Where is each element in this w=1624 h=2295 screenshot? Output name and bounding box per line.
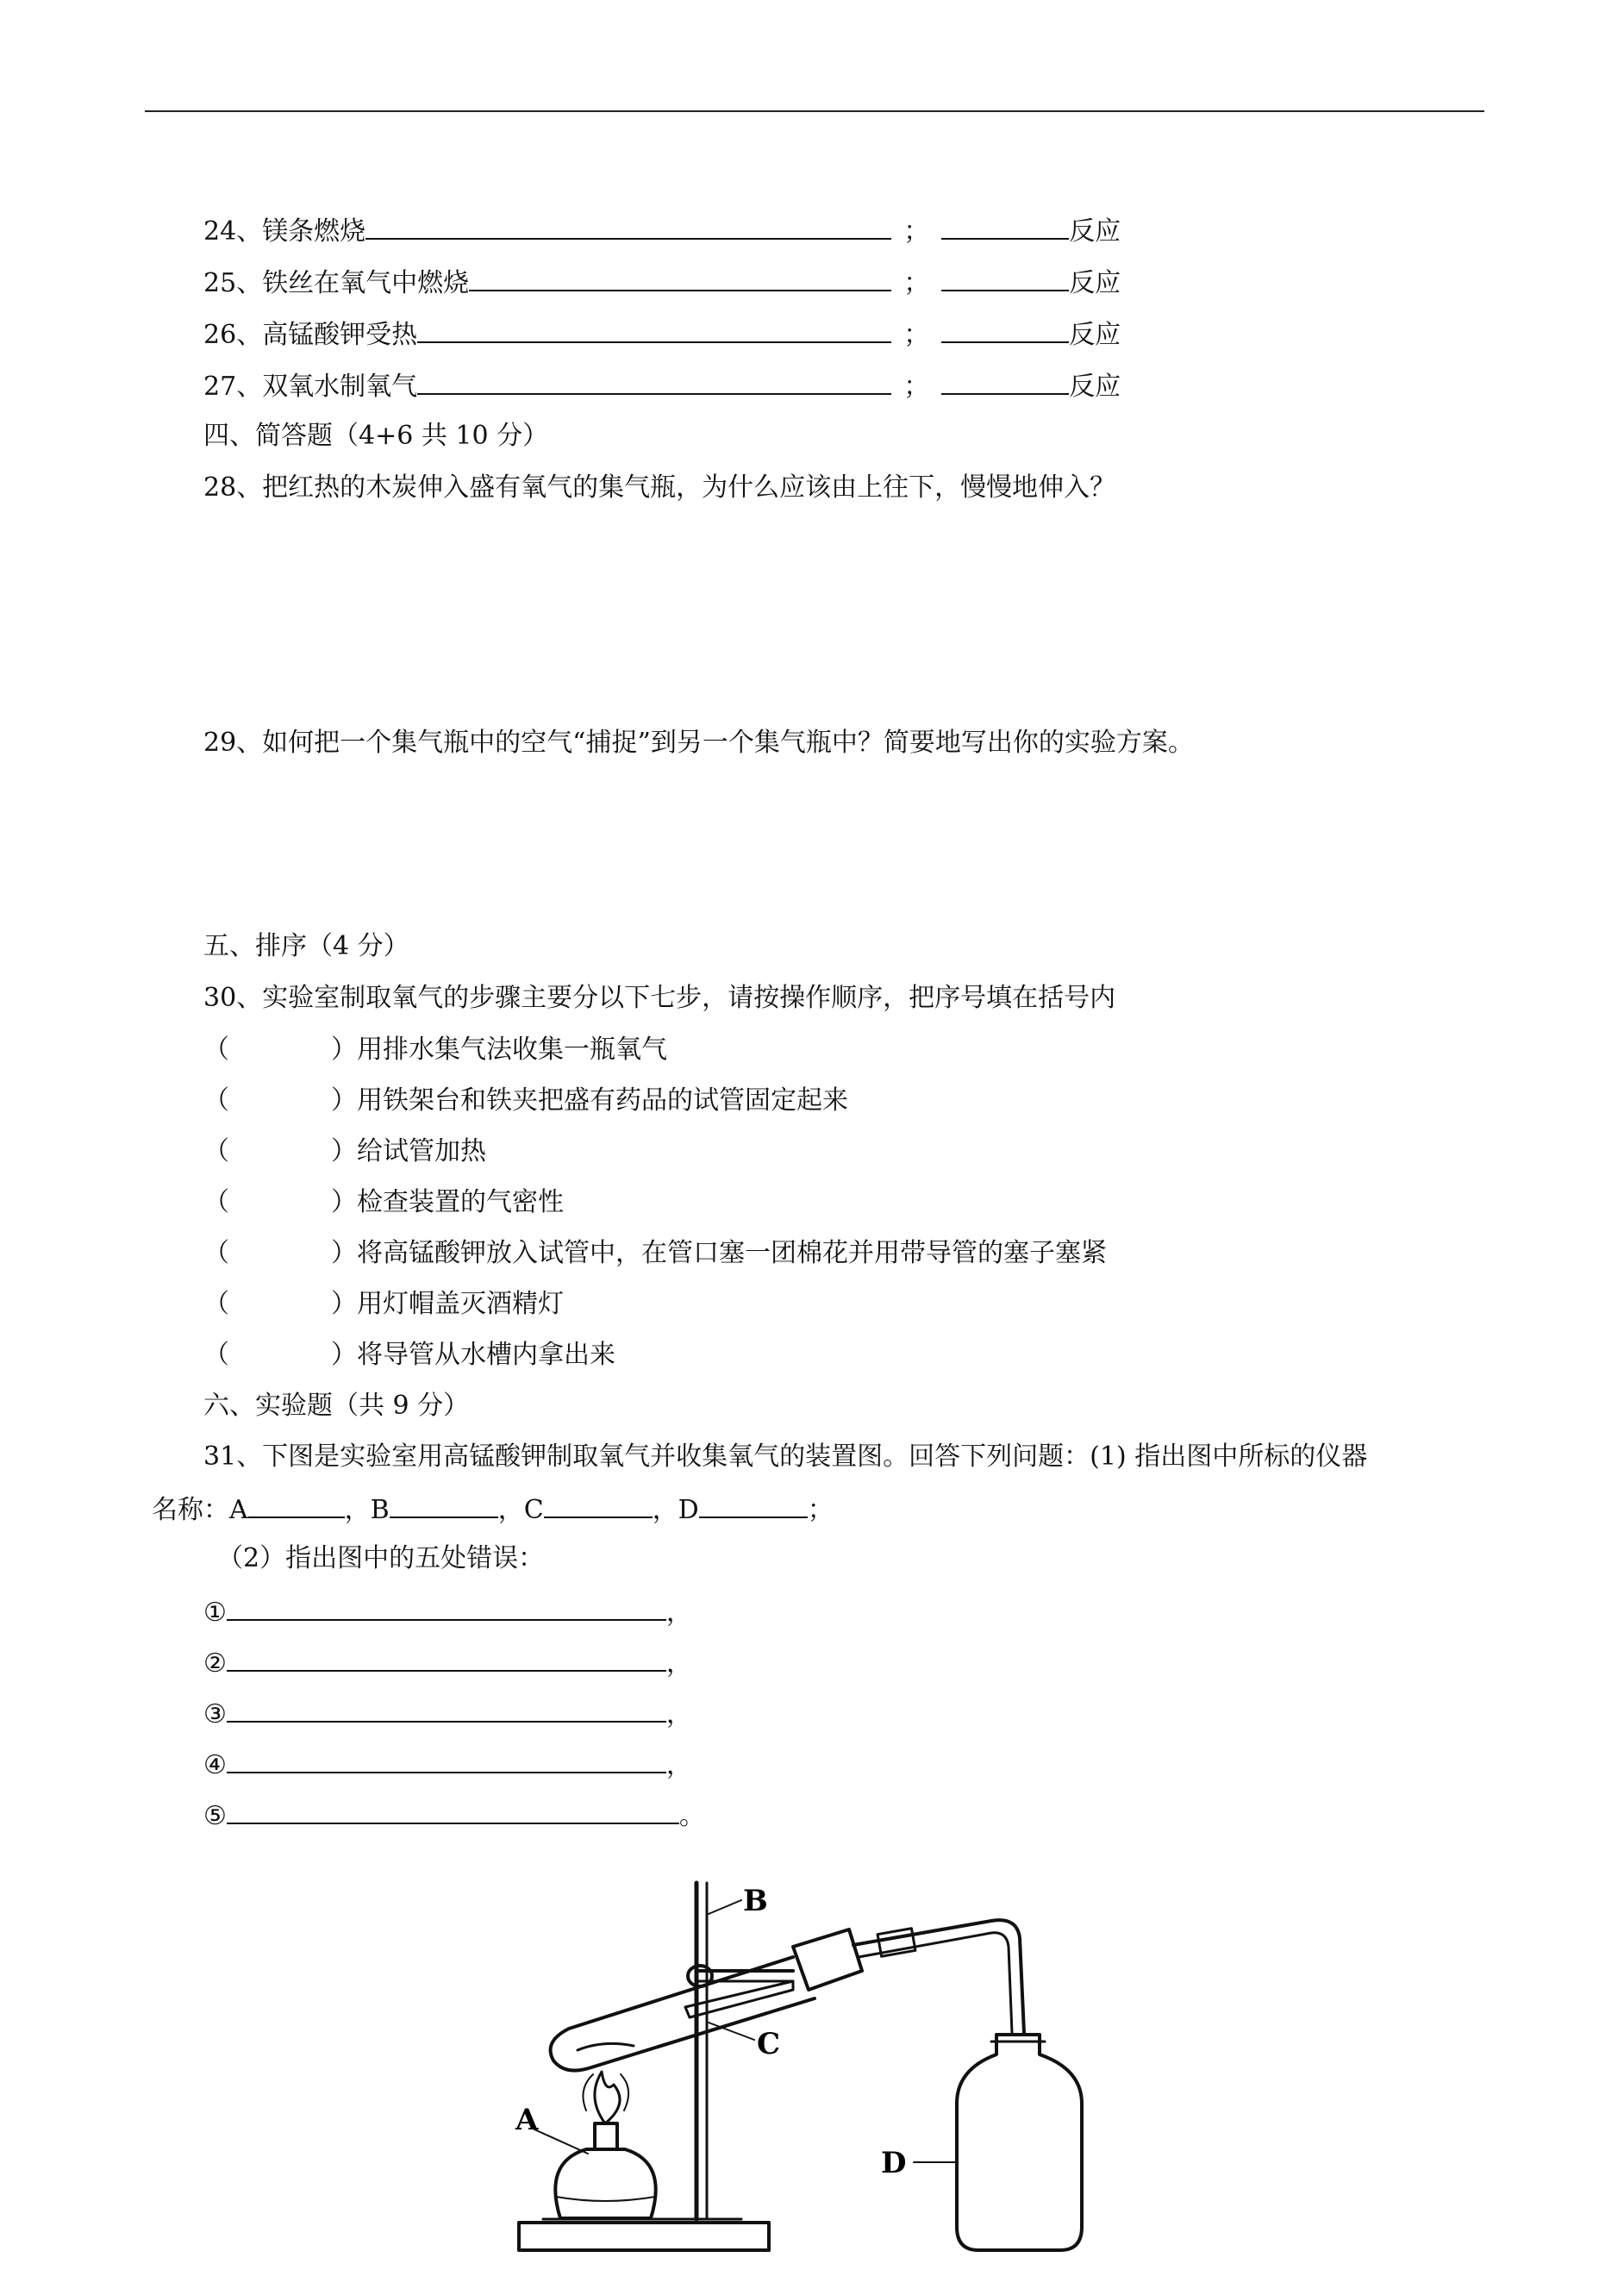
error-answer-blank[interactable] xyxy=(227,1746,666,1773)
answer-blank-c[interactable] xyxy=(544,1491,653,1518)
error-item: ② ， xyxy=(203,1644,692,1681)
answer-blank-equation-27[interactable] xyxy=(417,367,891,395)
spirit-lamp xyxy=(555,2149,655,2218)
answer-blank-equation-24[interactable] xyxy=(365,212,891,240)
answer-blank-type-24[interactable] xyxy=(941,212,1069,240)
step-item: （ ）将导管从水槽内拿出来 xyxy=(203,1340,615,1370)
clamp-screw xyxy=(688,1966,712,1986)
label-a: A xyxy=(515,2103,539,2137)
error-answer-blank[interactable] xyxy=(227,1593,666,1621)
gas-collecting-bottle xyxy=(957,2035,1082,2250)
question-25: 25、铁丝在氧气中燃烧 ； 反应 xyxy=(203,264,1121,301)
question-31: 31、下图是实验室用高锰酸钾制取氧气并收集氧气的装置图。回答下列问题：(1) 指出图中所标的仪器 xyxy=(203,1441,1368,1472)
answer-blank-b[interactable] xyxy=(390,1491,498,1518)
error-answer-blank[interactable] xyxy=(227,1644,666,1672)
error-answer-blank[interactable] xyxy=(227,1797,679,1824)
label-d: D xyxy=(881,2146,907,2180)
answer-blank-equation-26[interactable] xyxy=(417,316,891,343)
answer-blank-d[interactable] xyxy=(699,1491,808,1518)
error-item: ④ ， xyxy=(203,1746,692,1783)
label-b: B xyxy=(743,1884,768,1918)
section-6-heading: 六、实验题（共 9 分） xyxy=(203,1391,470,1421)
flame xyxy=(595,2072,620,2123)
step-item: （ ）用排水集气法收集一瓶氧气 xyxy=(203,1035,667,1065)
error-item: ③ ， xyxy=(203,1695,692,1732)
stand-base xyxy=(519,2223,769,2250)
question-30: 30、实验室制取氧气的步骤主要分以下七步，请按操作顺序，把序号填在括号内 xyxy=(203,983,1116,1013)
header-rule xyxy=(145,110,1484,112)
answer-blank-equation-25[interactable] xyxy=(469,264,891,291)
question-29: 29、如何把一个集气瓶中的空气“捕捉”到另一个集气瓶中？简要地写出你的实验方案。 xyxy=(203,728,1194,758)
question-26: 26、高锰酸钾受热 ； 反应 xyxy=(203,316,1121,353)
step-item: （ ）检查装置的气密性 xyxy=(203,1187,564,1217)
question-28: 28、把红热的木炭伸入盛有氧气的集气瓶，为什么应该由上往下，慢慢地伸入？ xyxy=(203,472,1116,503)
question-24: 24、镁条燃烧 ； 反应 xyxy=(203,212,1121,249)
step-item: （ ）给试管加热 xyxy=(203,1136,486,1166)
answer-blank-type-27[interactable] xyxy=(941,367,1069,395)
oxygen-apparatus-diagram xyxy=(509,1878,1129,2257)
step-item: （ ）将高锰酸钾放入试管中，在管口塞一团棉花并用带导管的塞子塞紧 xyxy=(203,1238,1107,1268)
lamp-wick-holder xyxy=(595,2123,617,2149)
error-item: ① ， xyxy=(203,1593,692,1630)
step-item: （ ）用灯帽盖灭酒精灯 xyxy=(203,1289,564,1319)
label-c: C xyxy=(757,2027,781,2061)
step-item: （ ）用铁架台和铁夹把盛有药品的试管固定起来 xyxy=(203,1085,848,1116)
stopper xyxy=(793,1929,862,1990)
question-31-part-2: （2）指出图中的五处错误： xyxy=(217,1543,545,1573)
error-item: ⑤ 。 xyxy=(203,1797,705,1834)
answer-blank-type-25[interactable] xyxy=(941,264,1069,291)
question-27: 27、双氧水制氧气 ； 反应 xyxy=(203,367,1121,404)
section-5-heading: 五、排序（4 分） xyxy=(203,931,409,961)
section-4-heading: 四、简答题（4+6 共 10 分） xyxy=(203,421,549,451)
answer-blank-a[interactable] xyxy=(248,1491,345,1518)
answer-blank-type-26[interactable] xyxy=(941,316,1069,343)
error-answer-blank[interactable] xyxy=(227,1695,666,1723)
instrument-names: 名称：A ，B ，C ，D ； xyxy=(152,1491,834,1528)
